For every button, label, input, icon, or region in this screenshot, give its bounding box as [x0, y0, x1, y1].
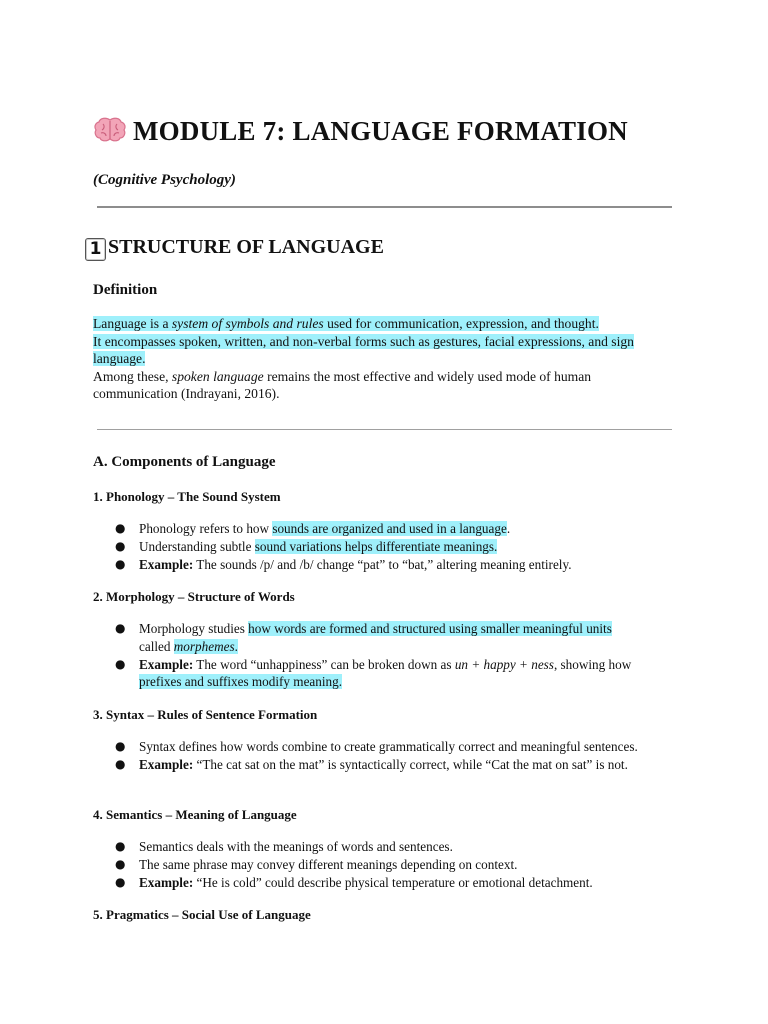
text-run: “The cat sat on the mat” is syntactically correct, while “Cat the mat on sat” is not. [193, 756, 628, 772]
list-item [93, 856, 673, 874]
divider [97, 429, 672, 430]
semantics-list [93, 838, 673, 891]
list-item [93, 738, 673, 756]
page-title [93, 116, 628, 147]
list-item [93, 656, 673, 692]
subtitle: (Cognitive Psychology) [93, 172, 236, 188]
emphasis: spoken language [171, 368, 264, 384]
text-run: Language is a [93, 316, 172, 331]
text-run: . [506, 521, 511, 536]
definition-paragraph [93, 315, 668, 403]
number-one-badge: 1 [85, 238, 106, 261]
text-run: called [139, 638, 174, 654]
text-run: , showing how [553, 656, 632, 672]
text-run: The word “unhappiness” can be broken down as [193, 656, 455, 672]
text-run: The sounds /p/ and /b/ change “pat” to “bat,” altering meaning entirely. [193, 556, 572, 572]
syntax-heading: 3. Syntax – Rules of Sentence Formation [93, 707, 318, 722]
definition-line-2: It encompasses spoken, written, and non-verbal forms such as gestures, facial expressions, and sign language. [93, 333, 634, 366]
phonology-list [93, 520, 673, 573]
definition-line-3 [93, 369, 591, 402]
bullet: ● [115, 538, 126, 553]
text-run: “He is cold” could describe physical temperature or emotional detachment. [193, 874, 593, 890]
bullet: ● [115, 856, 126, 871]
semantics-heading: 4. Semantics – Meaning of Language [93, 807, 297, 822]
brain-icon [93, 117, 127, 143]
highlight: prefixes and suffixes modify meaning. [139, 674, 343, 690]
morphology-heading: 2. Morphology – Structure of Words [93, 589, 295, 604]
text-run: Syntax defines how words combine to create grammatically correct and meaningful sentences. [139, 739, 638, 754]
highlight: sound variations helps differentiate meanings. [254, 538, 498, 554]
bullet: ● [115, 756, 126, 771]
text-run: Morphology studies [139, 621, 249, 636]
highlight: how words are formed and structured using smaller meaningful units [248, 621, 612, 636]
emphasis: un + happy + ness [454, 656, 554, 672]
list-item [93, 756, 673, 774]
example-label: Example: [139, 756, 194, 772]
list-item [93, 556, 673, 574]
bullet: ● [115, 839, 126, 853]
list-item [93, 520, 673, 538]
emphasis: morphemes [173, 638, 235, 654]
bullet: ● [115, 739, 126, 753]
highlight [174, 639, 238, 654]
highlight: sounds are organized and used in a language [272, 521, 507, 536]
bullet: ● [115, 656, 126, 671]
list-item [93, 620, 673, 656]
phonology-heading: 1. Phonology – The Sound System [93, 489, 281, 504]
bullet: ● [115, 556, 126, 571]
text-run: The same phrase may convey different meanings depending on context. [139, 856, 518, 872]
divider [97, 206, 672, 208]
syntax-list [93, 738, 673, 774]
section-heading-text: STRUCTURE OF LANGUAGE [108, 236, 384, 258]
bullet: ● [115, 521, 126, 535]
definition-line-1 [93, 316, 599, 331]
example-label: Example: [139, 656, 194, 672]
text-run: Semantics deals with the meanings of words and sentences. [139, 839, 453, 854]
title-text: MODULE 7: LANGUAGE FORMATION [133, 116, 628, 146]
components-heading: A. Components of Language [93, 454, 276, 470]
pragmatics-heading: 5. Pragmatics – Social Use of Language [93, 907, 311, 922]
text-run: remains the most effective and widely used mode of human communication (Indrayani, 2016). [93, 368, 592, 401]
text-run: Among these, [93, 368, 172, 384]
bullet: ● [115, 621, 126, 635]
text-run: used for communication, expression, and thought. [323, 316, 599, 331]
section-heading [85, 236, 384, 261]
text-run: Understanding subtle [139, 538, 255, 554]
morphology-list [93, 620, 673, 691]
text-run: Phonology refers to how [139, 521, 273, 536]
text-run: . [234, 638, 238, 654]
emphasis: system of symbols and rules [171, 316, 324, 331]
list-item [93, 838, 673, 856]
example-label: Example: [139, 556, 194, 572]
definition-heading: Definition [93, 282, 158, 298]
bullet: ● [115, 874, 126, 889]
list-item [93, 874, 673, 892]
example-label: Example: [139, 874, 194, 890]
list-item [93, 538, 673, 556]
